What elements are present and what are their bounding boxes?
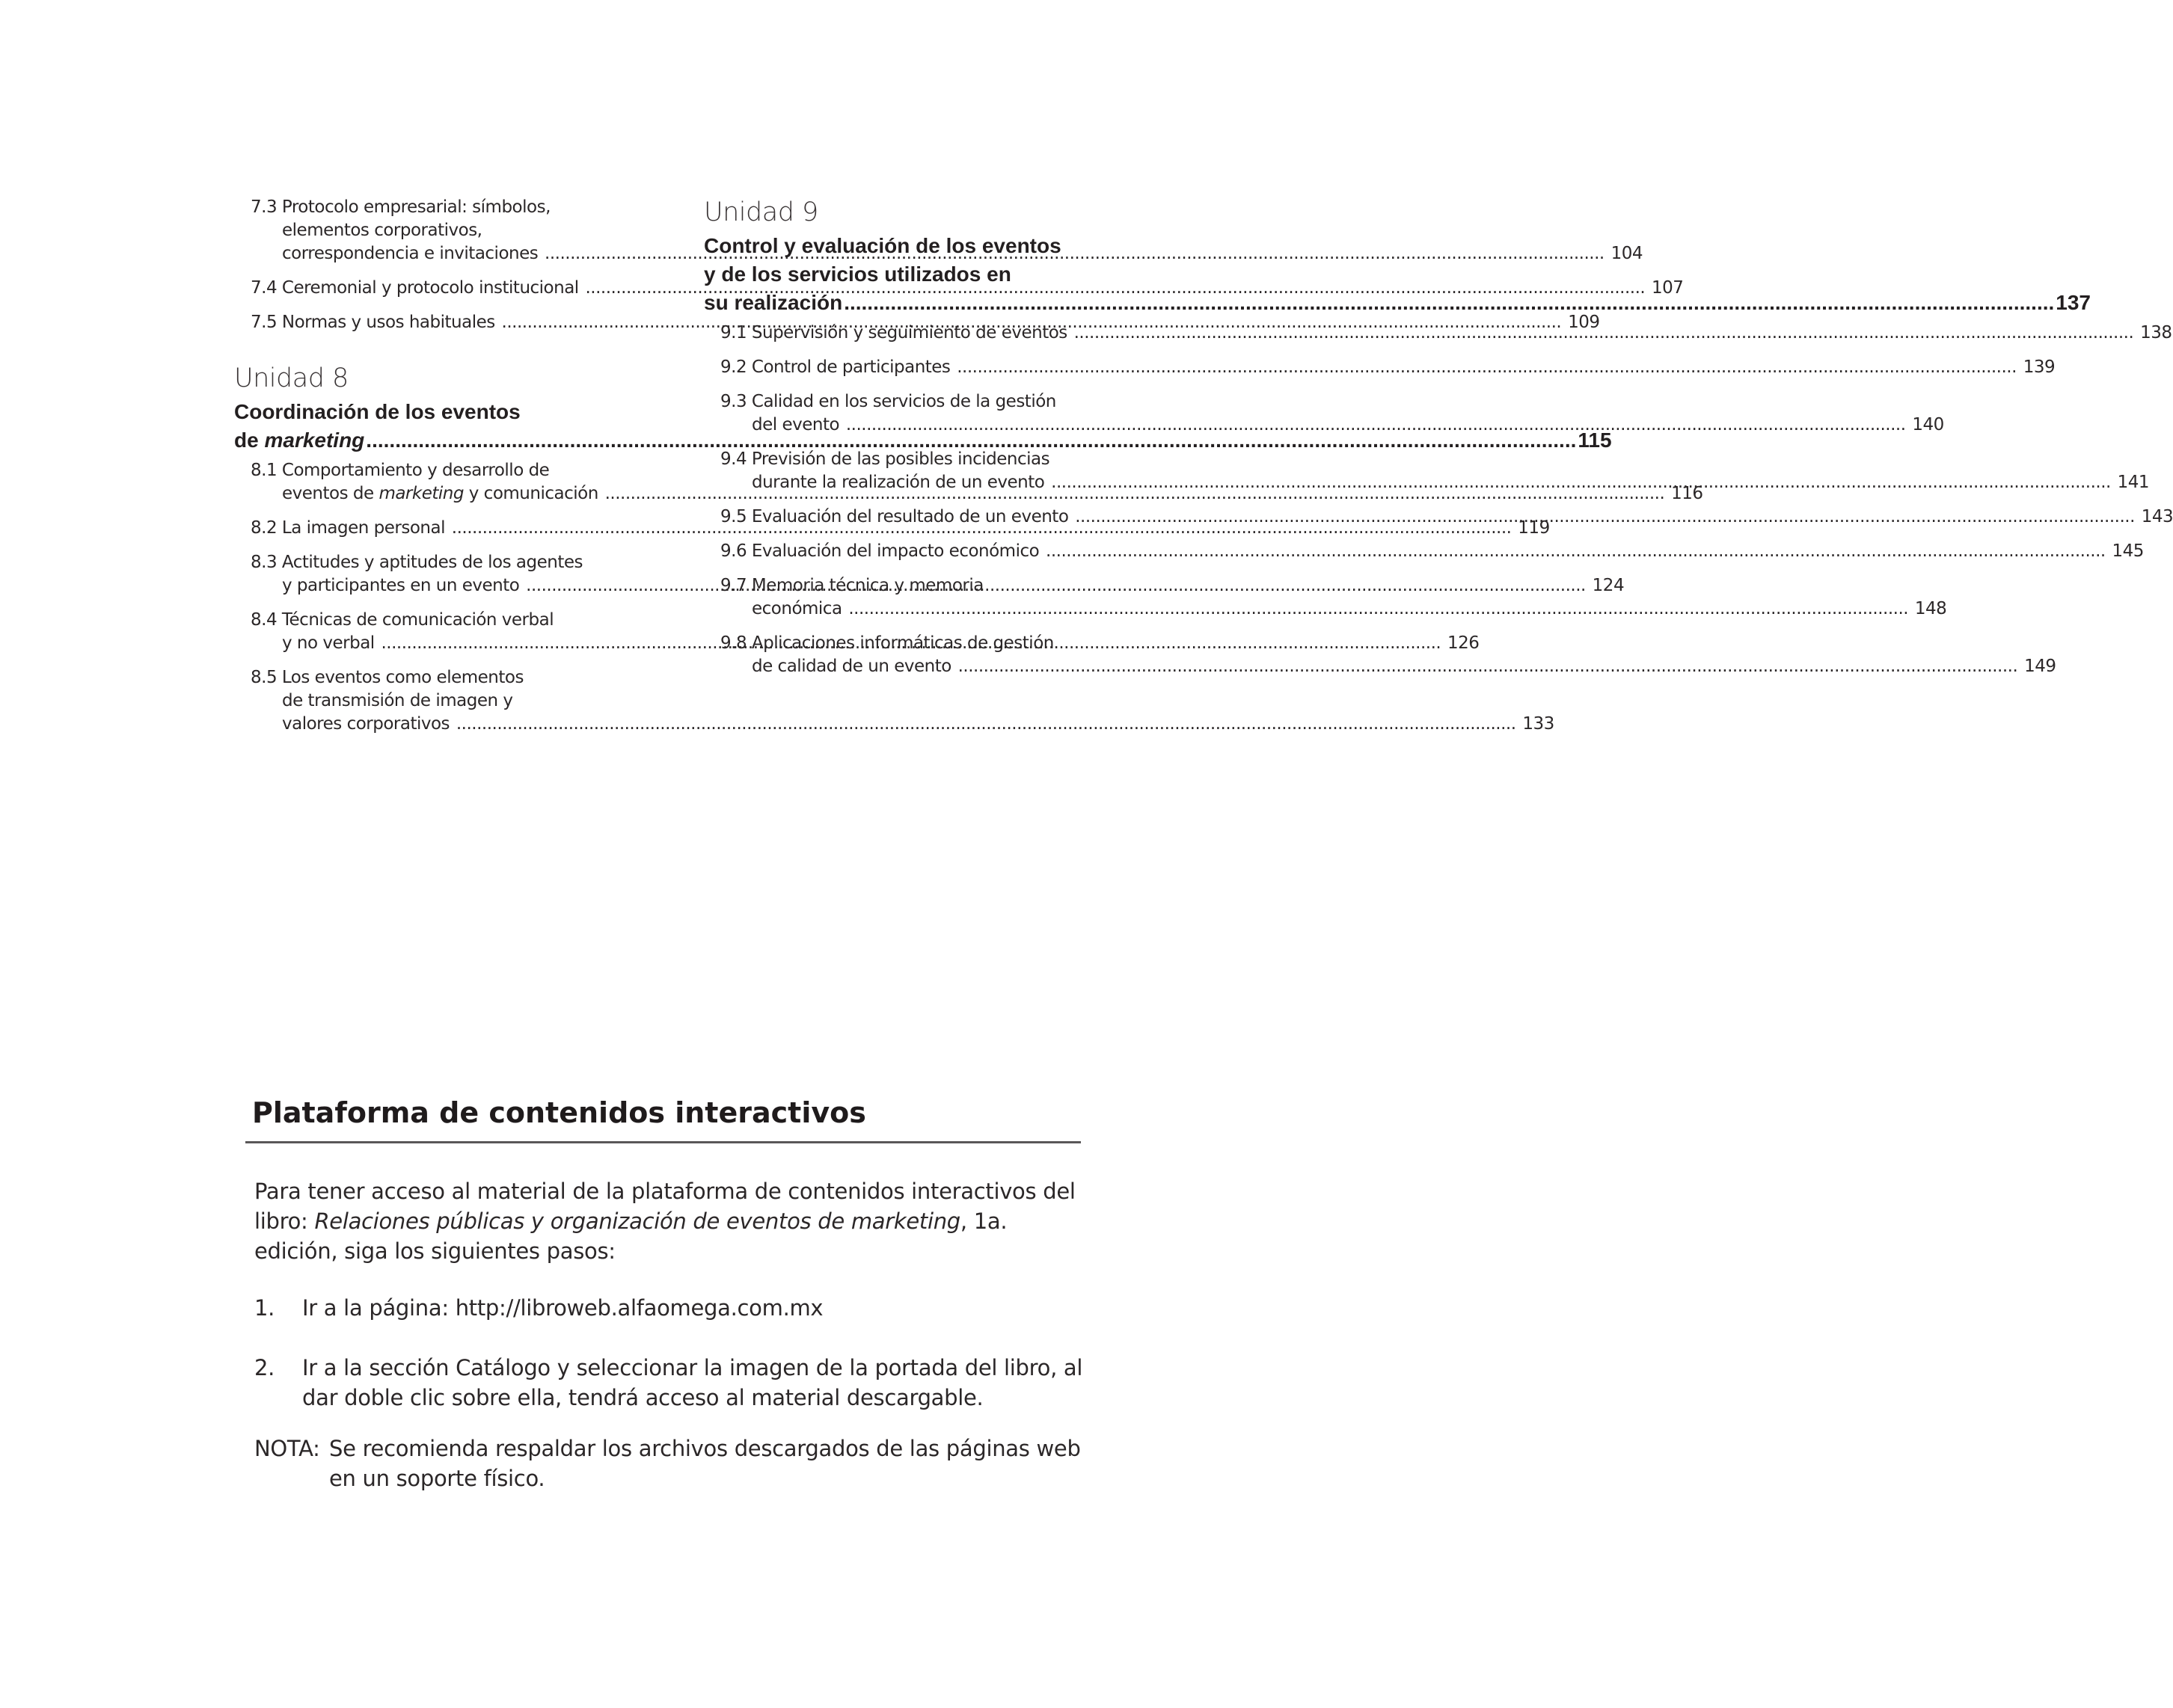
- toc-entry-line: 8.5 Los eventos como elementos: [251, 668, 524, 687]
- leader-dots: [456, 714, 1516, 734]
- toc-entry-text: y no verbal: [282, 633, 375, 653]
- toc-page-number: 104: [1610, 244, 1643, 263]
- toc-page-number: 141: [2117, 473, 2150, 492]
- toc-entry-leader: [720, 414, 1944, 437]
- unit8-label: Unidad 8: [234, 363, 349, 393]
- toc-entry-leader: [720, 655, 2056, 678]
- toc-entry-line: de transmisión de imagen y: [282, 691, 513, 710]
- note-label: NOTA:: [254, 1436, 320, 1461]
- leader-dots: [848, 599, 1908, 618]
- toc-entry-text: y participantes en un evento: [282, 576, 520, 595]
- unit8-title-em: marketing: [264, 428, 365, 452]
- step-1: [245, 1293, 1083, 1323]
- toc-entry-text: 8.2 La imagen personal: [251, 518, 445, 538]
- note: [245, 1434, 1083, 1493]
- leader-dots: [1051, 473, 2111, 492]
- unit9-title-line1: Control y evaluación de los eventos: [704, 234, 1061, 257]
- toc-entry-post: y comunicación: [463, 484, 598, 503]
- leader-dots: [1074, 323, 2134, 342]
- unit9-page-number: 137: [2056, 291, 2091, 314]
- toc-entry-pre: eventos de: [282, 484, 379, 503]
- toc-page-number: 140: [1912, 415, 1944, 434]
- toc-entry-leader: [720, 540, 2144, 563]
- toc-entry-text: correspondencia e invitaciones: [282, 244, 539, 263]
- toc-page-number: 149: [2024, 657, 2056, 676]
- note-text: Se recomienda respaldar los archivos descargados de las páginas web en un soporte físico.: [329, 1436, 1081, 1491]
- toc-entry-text: 9.5 Evaluación del resultado de un evento: [720, 507, 1069, 526]
- toc-entry-text: 9.2 Control de participantes: [720, 357, 951, 377]
- toc-page-number: 143: [2141, 507, 2173, 526]
- step-number: 1.: [254, 1295, 275, 1321]
- toc-entry-text: 7.4 Ceremonial y protocolo institucional: [251, 278, 579, 298]
- toc-entry-8-2: [251, 517, 1550, 540]
- toc-page-number: 109: [1568, 313, 1600, 332]
- toc-entry-leader: [251, 517, 1550, 540]
- toc-page-number: 119: [1518, 518, 1550, 538]
- platform-section: [245, 1093, 1083, 1493]
- toc-entry-text: de calidad de un evento: [752, 657, 951, 676]
- intro-text-end: , 1a. edición, siga los siguientes pasos:: [254, 1208, 1008, 1264]
- toc-entry-text: durante la realización de un evento: [752, 473, 1045, 492]
- toc-entry-text: 9.6 Evaluación del impacto económico: [720, 541, 1040, 561]
- title-divider: [245, 1141, 1081, 1143]
- unit8-title-pre: de: [234, 428, 265, 452]
- toc-page-number: 124: [1592, 576, 1625, 595]
- toc-entry-line: 9.3 Calidad en los servicios de la gestión: [720, 392, 1056, 411]
- toc-page-number: 107: [1652, 278, 1684, 298]
- toc-entry-line: 8.1 Comportamiento y desarrollo de: [251, 461, 550, 480]
- unit8-title-line2: [234, 426, 364, 455]
- book-title: Relaciones públicas y organización de eventos de marketing: [314, 1208, 960, 1234]
- toc-entry-9-3: [720, 390, 1944, 437]
- toc-page-number: 139: [2023, 357, 2056, 377]
- toc-page-number: 133: [1522, 714, 1554, 734]
- unit9-title-line3: su realización: [704, 291, 843, 314]
- toc-entry-9-2: [720, 356, 2056, 379]
- toc-entry-text: valores corporativos: [282, 714, 450, 734]
- unit9-title-leader: [704, 289, 2091, 317]
- unit9-label: Unidad 9: [704, 197, 818, 227]
- unit8-title-line1: Coordinación de los eventos: [234, 400, 521, 423]
- toc-entry-9-6: [720, 540, 2144, 563]
- toc-entry-leader: [251, 277, 1684, 300]
- step-text: Ir a la sección Catálogo y seleccionar la imagen de la portada del libro, al dar doble clic sobre ella, tendrá acceso al material descargable.: [302, 1355, 1083, 1410]
- toc-entry-line: 9.8 Aplicaciones informáticas de gestión: [720, 633, 1054, 653]
- unit8-title-leader: [234, 426, 1612, 455]
- toc-page-number: 138: [2140, 323, 2172, 342]
- leader-dots: [957, 357, 2017, 377]
- toc-entry-line: 9.7 Memoria técnica y memoria: [720, 576, 984, 595]
- unit9-title-line2: y de los servicios utilizados en: [704, 262, 1011, 286]
- toc-entry-line: 7.3 Protocolo empresarial: símbolos,: [251, 197, 551, 217]
- toc-entry-text: del evento: [752, 415, 840, 434]
- toc-entry-leader: [720, 356, 2056, 379]
- leader-dots: [844, 289, 2054, 317]
- leader-dots: [1046, 541, 2106, 561]
- step-number: 2.: [254, 1355, 275, 1380]
- toc-entry-line: elementos corporativos,: [282, 221, 482, 240]
- toc-entry-line: 8.4 Técnicas de comunicación verbal: [251, 610, 554, 630]
- platform-intro: [245, 1176, 1083, 1266]
- platform-title: Plataforma de contenidos interactivos: [252, 1096, 866, 1129]
- toc-entry-leader: [251, 713, 1554, 736]
- toc-entry-line: 8.3 Actitudes y aptitudes de los agentes: [251, 553, 583, 572]
- toc-entry-text: 7.5 Normas y usos habituales: [251, 313, 495, 332]
- leader-dots: [1075, 507, 2135, 526]
- toc-page-number: 145: [2112, 541, 2144, 561]
- toc-entry-text: [282, 484, 598, 503]
- toc-entry-em: marketing: [378, 484, 464, 503]
- toc-entry-line: 9.4 Previsión de las posibles incidencias: [720, 449, 1050, 469]
- unit8-page-number: 115: [1578, 428, 1612, 452]
- toc-entry-leader: [720, 598, 1947, 621]
- step-text: Ir a la página: http://libroweb.alfaomega.com.mx: [302, 1295, 824, 1321]
- toc-entry-text: económica: [752, 599, 842, 618]
- leader-dots: [958, 657, 2018, 676]
- leader-dots: [846, 415, 1906, 434]
- toc-page-number: 148: [1914, 599, 1947, 618]
- toc-page-number: 116: [1671, 484, 1703, 503]
- toc-entry-7-4: [251, 277, 1684, 300]
- toc-entry-text: 9.1 Supervisión y seguimiento de eventos: [720, 323, 1067, 342]
- intro-text: Para tener acceso al material de la plataforma de contenidos interactivos del libro:: [254, 1179, 1076, 1234]
- step-2: [245, 1353, 1083, 1413]
- toc-page-number: 126: [1447, 633, 1480, 653]
